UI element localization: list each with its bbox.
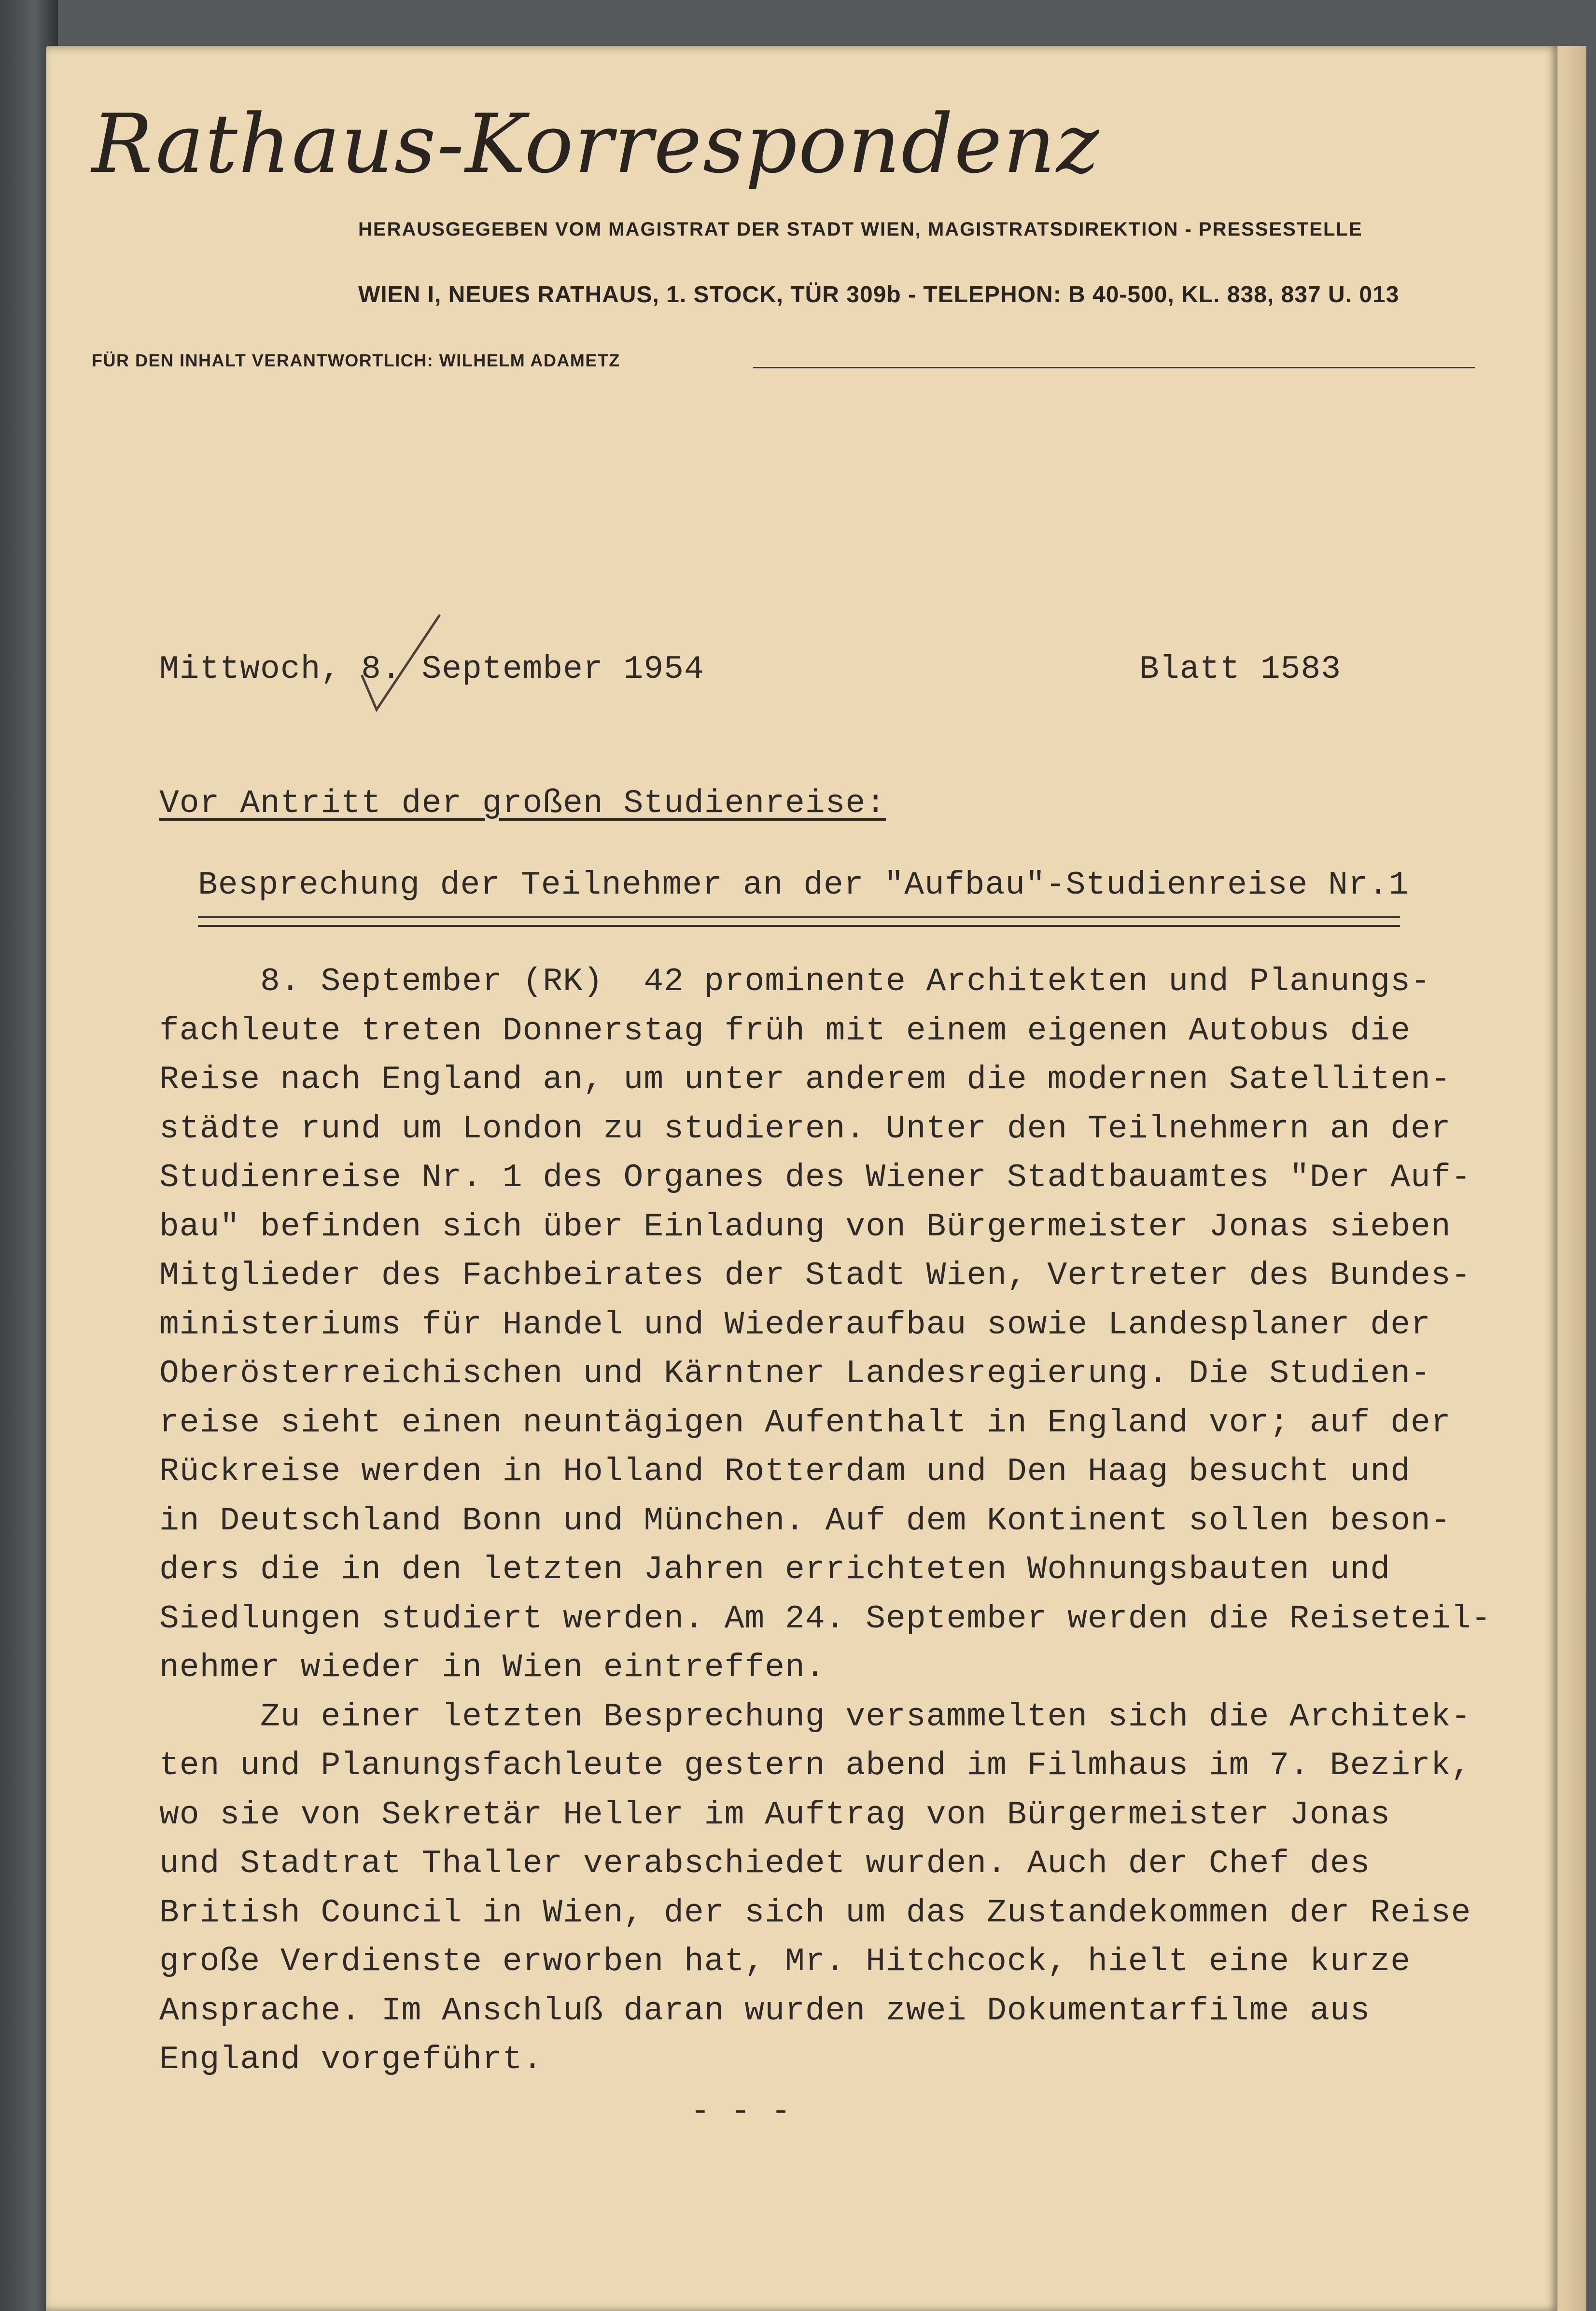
body-line: städte rund um London zu studieren. Unter den Teilnehmern an der bbox=[159, 1110, 1451, 1148]
body-line: Zu einer letzten Besprechung versammelten sich die Architek- bbox=[159, 1698, 1471, 1736]
pen-check-mark bbox=[357, 613, 444, 719]
body-line: England vorgeführt. bbox=[159, 2041, 543, 2078]
body-line: Rückreise werden in Holland Rotterdam und Den Haag besucht und bbox=[159, 1453, 1411, 1490]
body-line: Reise nach England an, um unter anderem die modernen Satelliten- bbox=[159, 1061, 1451, 1098]
masthead-title: Rathaus-Korrespondenz bbox=[92, 97, 1100, 191]
responsible-line: FÜR DEN INHALT VERANTWORTLICH: WILHELM ADAMETZ bbox=[92, 350, 620, 370]
publisher-line: HERAUSGEGEBEN VOM MAGISTRAT DER STADT WIEN, MAGISTRATSDIREKTION - PRESSESTELLE bbox=[358, 219, 1363, 240]
body-line: Siedlungen studiert werden. Am 24. September werden die Reiseteil- bbox=[159, 1600, 1492, 1638]
body-line: bau" befinden sich über Einladung von Bürgermeister Jonas sieben bbox=[159, 1208, 1451, 1246]
page-edge bbox=[1557, 46, 1586, 2311]
body-line: Oberösterreichischen und Kärntner Landesregierung. Die Studien- bbox=[159, 1355, 1431, 1392]
sheet-number: Blatt 1583 bbox=[1139, 651, 1342, 688]
headline-double-rule bbox=[198, 916, 1400, 927]
body-line: ders die in den letzten Jahren errichteten Wohnungsbauten und bbox=[159, 1551, 1391, 1588]
body-line: wo sie von Sekretär Heller im Auftrag von Bürgermeister Jonas bbox=[159, 1796, 1391, 1834]
closing-mark: - - - bbox=[690, 2093, 792, 2130]
body-line: Studienreise Nr. 1 des Organes des Wiener Stadtbauamtes "Der Auf- bbox=[159, 1159, 1471, 1196]
body-line: reise sieht einen neuntägigen Aufenthalt in England vor; auf der bbox=[159, 1404, 1451, 1442]
body-line: ministeriums für Handel und Wiederaufbau sowie Landesplaner der bbox=[159, 1306, 1431, 1344]
body-line: große Verdienste erworben hat, Mr. Hitchcock, hielt eine kurze bbox=[159, 1943, 1411, 1980]
body-line: British Council in Wien, der sich um das Zustandekommen der Reise bbox=[159, 1894, 1471, 1932]
body-line: Ansprache. Im Anschluß daran wurden zwei Dokumentarfilme aus bbox=[159, 1992, 1371, 2030]
section-title: Vor Antritt der großen Studienreise: bbox=[159, 785, 886, 822]
body-line: fachleute treten Donnerstag früh mit einem eigenen Autobus die bbox=[159, 1012, 1411, 1050]
dateline: Mittwoch, 8. September 1954 bbox=[159, 651, 704, 688]
body-line: in Deutschland Bonn und München. Auf dem Kontinent sollen beson- bbox=[159, 1502, 1451, 1540]
masthead-rule bbox=[753, 367, 1475, 368]
headline: Besprechung der Teilnehmer an der "Aufbau"-Studienreise Nr.1 bbox=[198, 867, 1409, 904]
body-line: nehmer wieder in Wien eintreffen. bbox=[159, 1649, 826, 1686]
address-line: WIEN I, NEUES RATHAUS, 1. STOCK, TÜR 309b - TELEPHON: B 40-500, KL. 838, 837 U. 013 bbox=[358, 282, 1400, 308]
body-line: Mitglieder des Fachbeirates der Stadt Wien, Vertreter des Bundes- bbox=[159, 1257, 1471, 1294]
body-line: und Stadtrat Thaller verabschiedet wurden. Auch der Chef des bbox=[159, 1845, 1371, 1882]
body-line: ten und Planungsfachleute gestern abend im Filmhaus im 7. Bezirk, bbox=[159, 1747, 1471, 1784]
body-line: 8. September (RK) 42 prominente Architekten und Planungs- bbox=[159, 963, 1431, 1000]
